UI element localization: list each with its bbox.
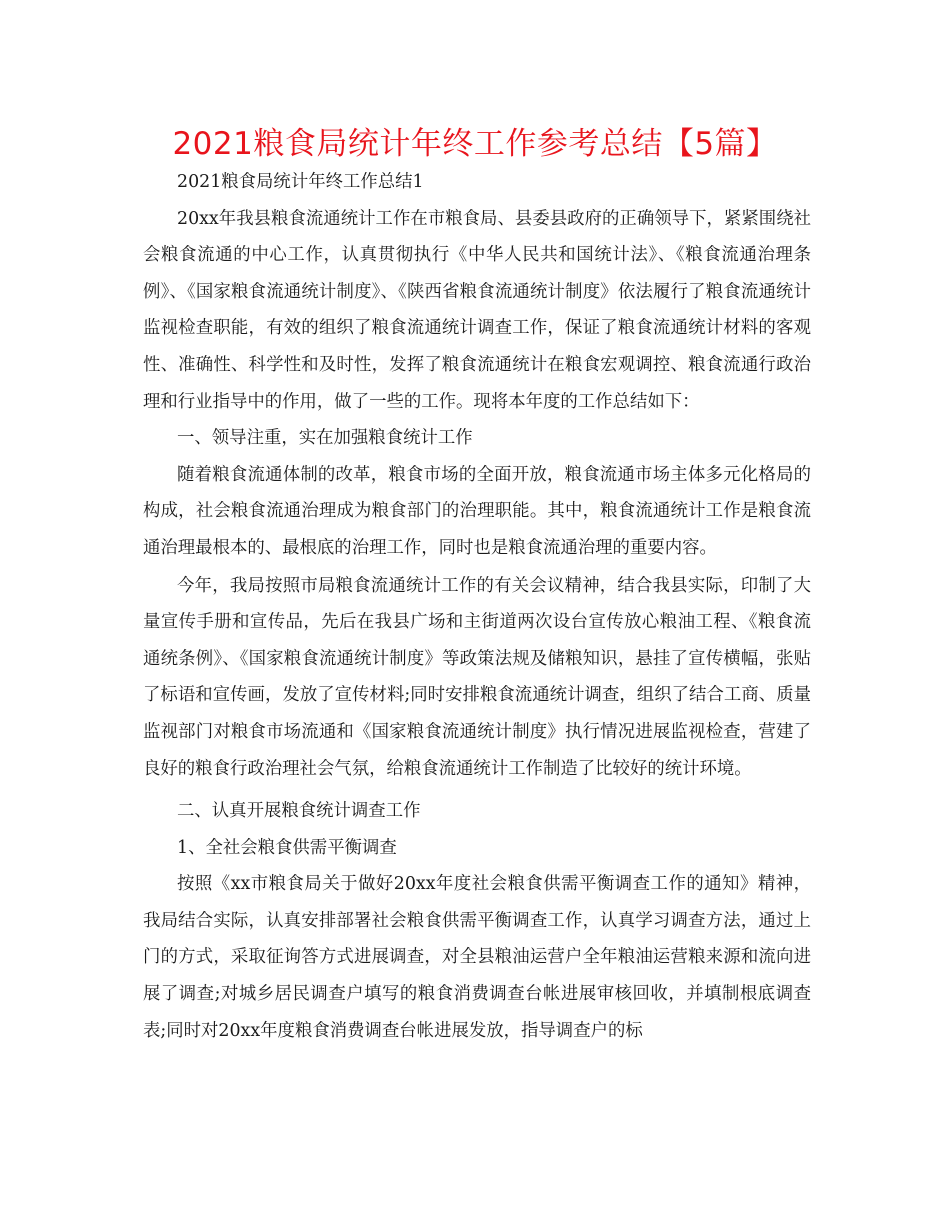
paragraph: 随着粮食流通体制的改革，粮食市场的全面开放，粮食流通市场主体多元化格局的构成，社会粮食流通治理成为粮食部门的治理职能。其中，粮食流通统计工作是粮食流通治理最根本的、最根底的治理工作，同时也是粮食流通治理的重要内容。	[143, 464, 811, 558]
section-heading: 1、全社会粮食供需平衡调查	[177, 837, 397, 858]
document-body	[143, 164, 811, 1049]
paragraph: 按照《xx市粮食局关于做好20xx年度社会粮食供需平衡调查工作的通知》精神，我局结合实际，认真安排部署社会粮食供需平衡调查工作，认真学习调查方法，通过上门的方式，采取征询答方式进展调查，对全县粮油运营户全年粮油运营粮来源和流向进展了调查;对城乡居民调查户填写的粮食消费调查台帐进展审核回收，并填制根底调查表;同时对20xx年度粮食消费调查台帐进展发放，指导调查户的标	[143, 874, 811, 1041]
section-heading: 2021粮食局统计年终工作总结1	[177, 172, 424, 192]
section-heading: 一、领导注重，实在加强粮食统计工作	[177, 428, 473, 449]
paragraph: 20xx年我县粮食流通统计工作在市粮食局、县委县政府的正确领导下，紧紧围绕社会粮食流通的中心工作，认真贯彻执行《中华人民共和国统计法》、《粮食流通治理条例》、《国家粮食流通统计制度》、《陕西省粮食流通统计制度》依法履行了粮食流通统计监视检查职能，有效的组织了粮食流通统计调查工作，保证了粮食流通统计材料的客观性、准确性、科学性和及时性，发挥了粮食流通统计在粮食宏观调控、粮食流通行政治理和行业指导中的作用，做了一些的工作。现将本年度的工作总结如下：	[143, 208, 811, 412]
paragraph: 今年，我局按照市局粮食流通统计工作的有关会议精神，结合我县实际，印制了大量宣传手册和宣传品，先后在我县广场和主街道两次设台宣传放心粮油工程、《粮食流通统条例》、《国家粮食流通统计制度》等政策法规及储粮知识，悬挂了宣传横幅，张贴了标语和宣传画，发放了宣传材料;同时安排粮食流通统计调查，组织了结合工商、质量监视部门对粮食市场流通和《国家粮食流通统计制度》执行情况进展监视检查，营建了良好的粮食行政治理社会气氛，给粮食流通统计工作制造了比较好的统计环境。	[143, 575, 811, 779]
document-title: 2021粮食局统计年终工作参考总结【5篇】	[172, 126, 778, 162]
section-heading: 二、认真开展粮食统计调查工作	[177, 801, 421, 822]
